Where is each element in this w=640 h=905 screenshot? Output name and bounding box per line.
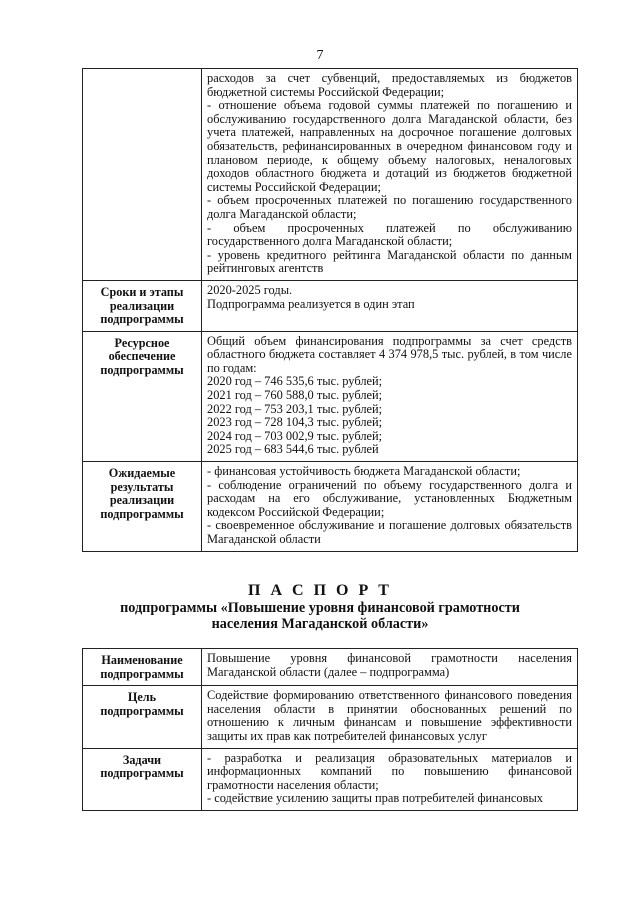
content-line: 2025 год – 683 544,6 тыс. рублей xyxy=(207,442,379,457)
row-label: Ресурсное обеспечение подпрограммы xyxy=(83,331,202,461)
table-row xyxy=(83,686,578,748)
content-line: 2020-2025 годы. xyxy=(207,282,293,297)
table-row xyxy=(83,462,578,552)
row-content xyxy=(202,686,578,748)
table-row xyxy=(83,649,578,686)
content-line: - финансовая устойчивость бюджета Магаданской области; xyxy=(207,464,521,479)
row-content xyxy=(202,69,578,281)
content-line: - своевременное обслуживание и погашение долговых обязательств Магаданской области xyxy=(207,518,572,546)
row-content xyxy=(202,462,578,552)
content-line: Содействие формированию ответственного финансового поведения населения области в принятии обоснованных решений по отношению к личным финансам и повышение эффективности защиты их прав как потребителей финансовых услуг xyxy=(207,688,572,743)
content-line: - содействие усилению защиты прав потребителей финансовых xyxy=(207,791,543,806)
row-label: Задачи подпрограммы xyxy=(83,748,202,810)
content-line: расходов за счет субвенций, предоставляемых из бюджетов бюджетной системы Российской Федерации; xyxy=(207,71,572,99)
table-row xyxy=(83,748,578,810)
row-content xyxy=(202,280,578,331)
row-label: Ожидаемые результаты реализации подпрограммы xyxy=(83,462,202,552)
content-line: - соблюдение ограничений по объему государственного долга и расходам на его обслуживание, установленных Бюджетным кодексом Российской Федерации; xyxy=(207,477,572,519)
passport-table xyxy=(82,648,578,811)
row-label: Цель подпрограммы xyxy=(83,686,202,748)
content-line: - объем просроченных платежей по обслуживанию государственного долга Магаданской области; xyxy=(207,220,572,249)
content-line: Повышение уровня финансовой грамотности населения Магаданской области (далее – подпрограмма) xyxy=(207,651,572,679)
page-number: 7 xyxy=(316,48,324,63)
passport-subtitle-line1: подпрограммы «Повышение уровня финансовой грамотности xyxy=(120,600,520,616)
passport-subtitle-line2: населения Магаданской области» xyxy=(211,616,429,632)
content-line: 2020 год – 746 535,6 тыс. рублей; xyxy=(207,374,383,389)
content-line: - разработка и реализация образовательных материалов и информационных компаний по повышению финансовой грамотности населения области; xyxy=(207,750,572,792)
row-content xyxy=(202,331,578,461)
content-line: Подпрограмма реализуется в один этап xyxy=(207,296,415,311)
content-line: Общий объем финансирования подпрограммы за счет средств областного бюджета составляет 4 374 978,5 тыс. рублей, в том числе по годам: xyxy=(207,333,572,375)
content-line: 2024 год – 703 002,9 тыс. рублей; xyxy=(207,428,383,443)
content-line: - отношение объема годовой суммы платежей по погашению и обслуживанию государственного долга Магаданской области, без учета платежей, направленных на досрочное погашение долговых обязательств, рефинансированных в очередном финансовом году и плановом периоде, к общему объему налоговых, неналоговых доходов областного бюджета и дотаций из бюджетов бюджетной системы Российской Федерации; xyxy=(207,98,572,194)
row-content xyxy=(202,748,578,810)
table-row xyxy=(83,280,578,331)
table-row xyxy=(83,331,578,461)
content-line: 2023 год – 728 104,3 тыс. рублей; xyxy=(207,415,383,430)
content-line: 2021 год – 760 588,0 тыс. рублей; xyxy=(207,388,383,403)
subprogram-details-table xyxy=(82,68,578,552)
content-line: - объем просроченных платежей по погашению государственного долга Магаданской области; xyxy=(207,193,572,221)
row-label: Сроки и этапы реализации подпрограммы xyxy=(83,280,202,331)
passport-title: П А С П О Р Т xyxy=(248,582,392,599)
row-label xyxy=(83,69,202,281)
row-content xyxy=(202,649,578,686)
row-label: Наименование подпрограммы xyxy=(83,649,202,686)
content-line: 2022 год – 753 203,1 тыс. рублей; xyxy=(207,401,383,416)
content-line: - уровень кредитного рейтинга Магаданской области по данным рейтинговых агентств xyxy=(207,247,572,276)
table-row xyxy=(83,69,578,281)
